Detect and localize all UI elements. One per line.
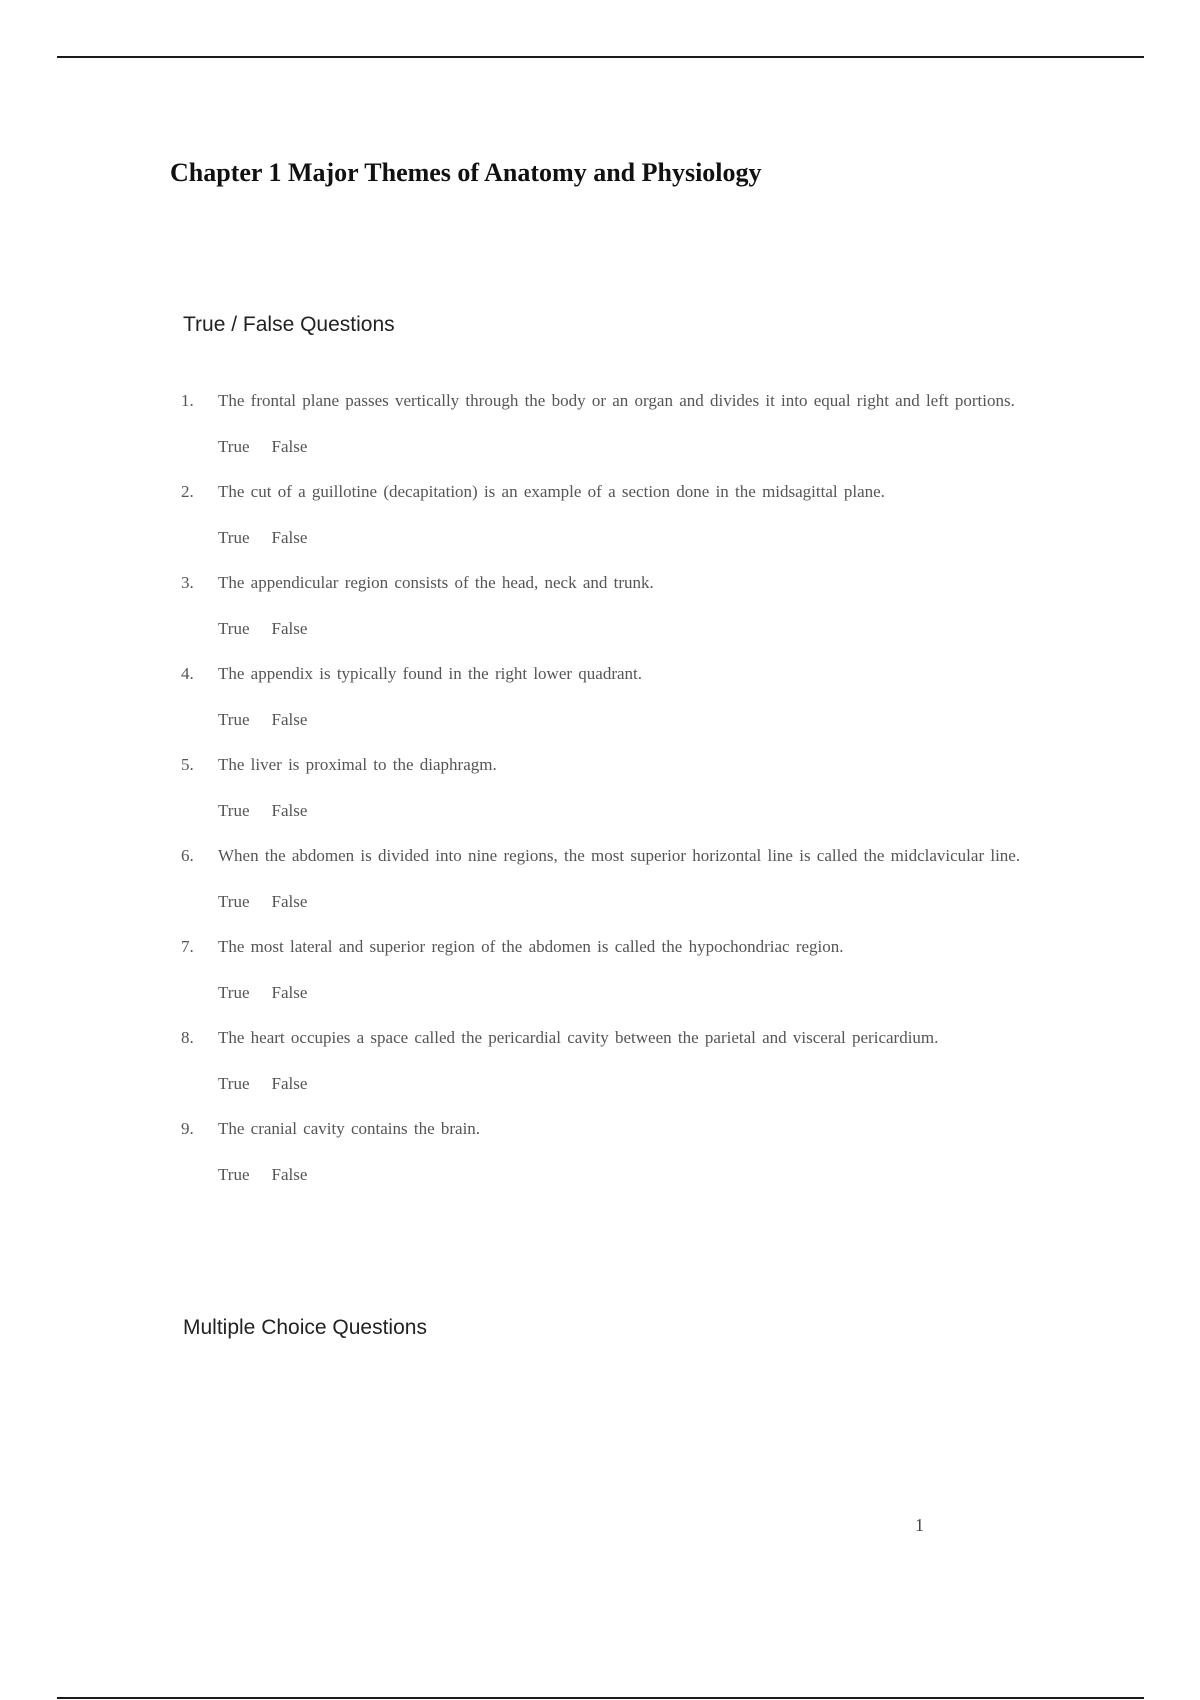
answer-true[interactable]: True bbox=[218, 528, 250, 547]
answer-options bbox=[218, 1164, 1061, 1186]
answer-true[interactable]: True bbox=[218, 1074, 250, 1093]
true-false-question-list bbox=[181, 390, 1061, 1186]
page-number: 1 bbox=[915, 1515, 924, 1535]
answer-false[interactable]: False bbox=[271, 710, 308, 729]
answer-options bbox=[218, 982, 1061, 1004]
chapter-title: Chapter 1 Major Themes of Anatomy and Physiology bbox=[170, 158, 762, 187]
question-text: The frontal plane passes vertically through the body or an organ and divides it into equal right and left portions. bbox=[218, 391, 1015, 410]
answer-true[interactable]: True bbox=[218, 710, 250, 729]
question-text: When the abdomen is divided into nine regions, the most superior horizontal line is called the midclavicular line. bbox=[218, 846, 1021, 865]
question-9 bbox=[181, 1118, 1061, 1186]
question-number: 9. bbox=[181, 1119, 194, 1138]
answer-false[interactable]: False bbox=[271, 619, 308, 638]
answer-options bbox=[218, 618, 1061, 640]
true-false-heading: True / False Questions bbox=[183, 313, 395, 336]
answer-options bbox=[218, 436, 1061, 458]
multiple-choice-heading: Multiple Choice Questions bbox=[183, 1316, 427, 1339]
question-text: The heart occupies a space called the pericardial cavity between the parietal and visceral pericardium. bbox=[218, 1028, 939, 1047]
answer-true[interactable]: True bbox=[218, 619, 250, 638]
question-number: 7. bbox=[181, 937, 194, 956]
question-4 bbox=[181, 663, 1061, 731]
question-6 bbox=[181, 845, 1061, 913]
answer-options bbox=[218, 709, 1061, 731]
answer-options bbox=[218, 800, 1061, 822]
answer-false[interactable]: False bbox=[271, 983, 308, 1002]
answer-false[interactable]: False bbox=[271, 1074, 308, 1093]
question-number: 2. bbox=[181, 482, 194, 501]
answer-false[interactable]: False bbox=[271, 437, 308, 456]
answer-options bbox=[218, 1073, 1061, 1095]
answer-false[interactable]: False bbox=[271, 1165, 308, 1184]
question-text: The cut of a guillotine (decapitation) is an example of a section done in the midsagittal plane. bbox=[218, 482, 885, 501]
bottom-rule bbox=[57, 1697, 1144, 1699]
question-2 bbox=[181, 481, 1061, 549]
answer-true[interactable]: True bbox=[218, 892, 250, 911]
question-text: The most lateral and superior region of the abdomen is called the hypochondriac region. bbox=[218, 937, 844, 956]
question-number: 3. bbox=[181, 573, 194, 592]
answer-true[interactable]: True bbox=[218, 437, 250, 456]
top-rule bbox=[57, 56, 1144, 58]
answer-false[interactable]: False bbox=[271, 528, 308, 547]
answer-true[interactable]: True bbox=[218, 801, 250, 820]
question-3 bbox=[181, 572, 1061, 640]
question-text: The liver is proximal to the diaphragm. bbox=[218, 755, 497, 774]
answer-options bbox=[218, 891, 1061, 913]
answer-false[interactable]: False bbox=[271, 892, 308, 911]
question-7 bbox=[181, 936, 1061, 1004]
question-number: 4. bbox=[181, 664, 194, 683]
question-5 bbox=[181, 754, 1061, 822]
answer-options bbox=[218, 527, 1061, 549]
answer-true[interactable]: True bbox=[218, 983, 250, 1002]
question-text: The appendix is typically found in the right lower quadrant. bbox=[218, 664, 643, 683]
answer-true[interactable]: True bbox=[218, 1165, 250, 1184]
question-8 bbox=[181, 1027, 1061, 1095]
question-number: 1. bbox=[181, 391, 194, 410]
question-text: The appendicular region consists of the head, neck and trunk. bbox=[218, 573, 654, 592]
question-number: 6. bbox=[181, 846, 194, 865]
question-1 bbox=[181, 390, 1061, 458]
answer-false[interactable]: False bbox=[271, 801, 308, 820]
question-text: The cranial cavity contains the brain. bbox=[218, 1119, 481, 1138]
question-number: 5. bbox=[181, 755, 194, 774]
question-number: 8. bbox=[181, 1028, 194, 1047]
